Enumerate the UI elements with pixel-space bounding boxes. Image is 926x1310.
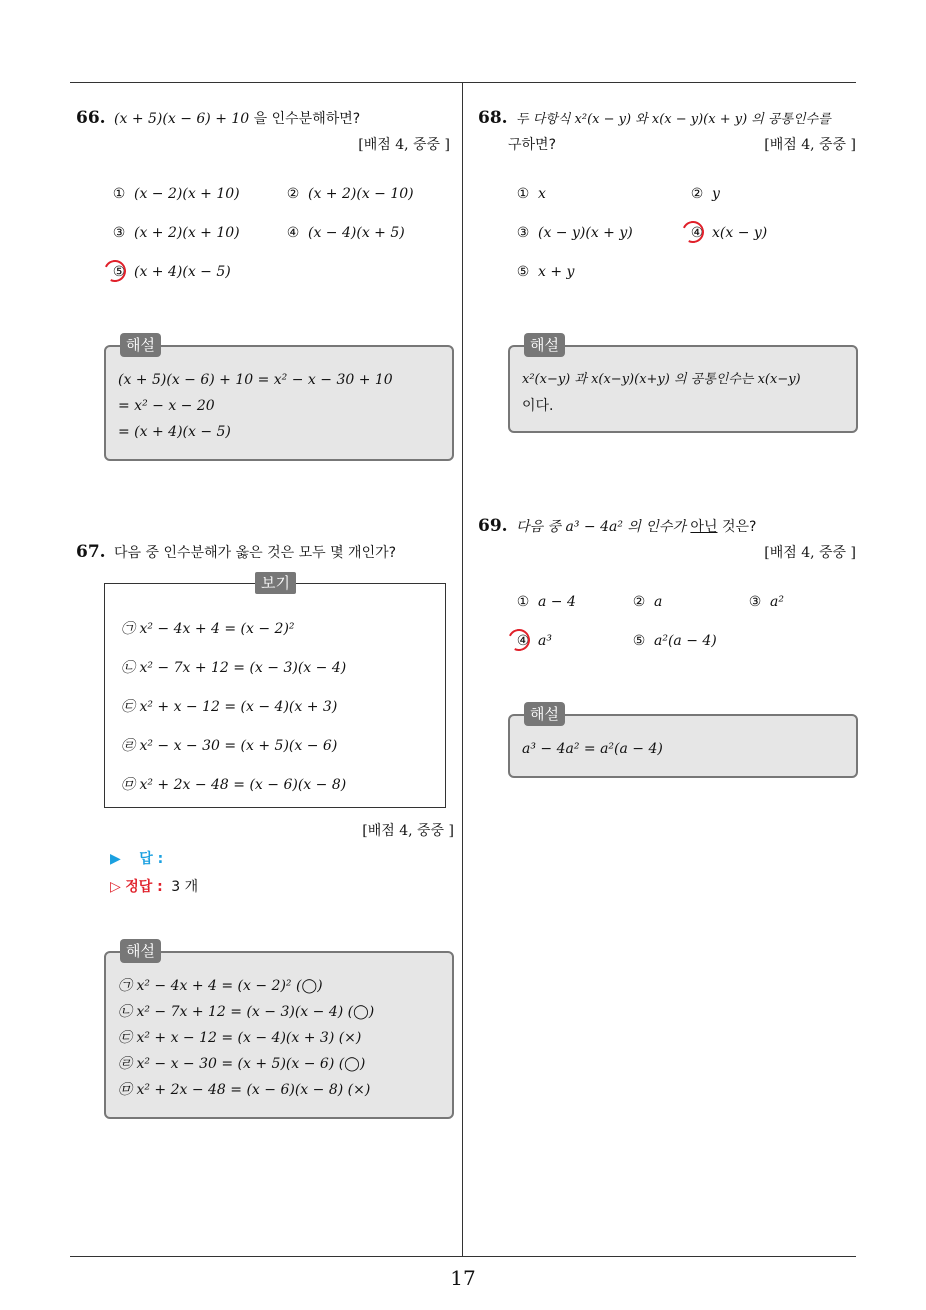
q68-header bbox=[478, 106, 858, 132]
q68-solution-label: 해설 bbox=[524, 333, 565, 357]
q67-bogi-item: ㉣ x² − x − 30 = (x + 5)(x − 6) bbox=[121, 738, 338, 754]
q69-text-underline: 아닌 bbox=[690, 519, 718, 535]
q67-correct-row bbox=[110, 876, 198, 896]
q69-choice-1[interactable]: ① a − 4 bbox=[516, 594, 576, 610]
q69-choice-2[interactable]: ② a bbox=[632, 594, 663, 610]
q67-bogi-label: 보기 bbox=[255, 572, 296, 594]
q67-correct-value: 3 개 bbox=[171, 879, 199, 895]
q69-solution-label: 해설 bbox=[524, 702, 565, 726]
q69-text-post: 것은? bbox=[721, 519, 757, 535]
q67-solution-line: ㉢ x² + x − 12 = (x − 4)(x + 3) (×) bbox=[118, 1030, 362, 1046]
q67-answer-row bbox=[110, 848, 163, 868]
q66-solution-line: (x + 5)(x − 6) + 10 = x² − x − 30 + 10 bbox=[118, 372, 393, 388]
q68-choice-4[interactable]: ④ x(x − y) bbox=[688, 225, 767, 241]
q68-choice-3[interactable]: ③ (x − y)(x + y) bbox=[516, 225, 633, 241]
q67-bogi-item: ㉠ x² − 4x + 4 = (x − 2)² bbox=[121, 621, 295, 637]
q69-number: 69. bbox=[478, 516, 508, 536]
q67-solution-line: ㉣ x² − x − 30 = (x + 5)(x − 6) (◯) bbox=[118, 1056, 366, 1072]
q68-solution-box bbox=[508, 336, 858, 433]
q66-choice-1[interactable]: ① (x − 2)(x + 10) bbox=[112, 186, 240, 202]
answer-mark-icon bbox=[505, 626, 533, 654]
q68-solution-line: x²(x−y) 과 x(x−y)(x+y) 의 공통인수는 x(x−y) bbox=[522, 372, 801, 387]
q69-choice-5[interactable]: ⑤ a²(a − 4) bbox=[632, 633, 717, 649]
q67-solution-label: 해설 bbox=[120, 939, 161, 963]
q69-solution-box bbox=[508, 705, 858, 778]
q67-solution-line: ㉡ x² − 7x + 12 = (x − 3)(x − 4) (◯) bbox=[118, 1004, 375, 1020]
top-rule bbox=[70, 82, 856, 83]
q67-number: 67. bbox=[76, 542, 106, 562]
q68-meta: [배점 4, 중중 ] bbox=[764, 137, 856, 153]
play-outline-icon: ▷ bbox=[110, 879, 121, 895]
q67-solution-line: ㉠ x² − 4x + 4 = (x − 2)² (◯) bbox=[118, 978, 323, 994]
q66-meta: [배점 4, 중중 ] bbox=[358, 137, 450, 153]
play-icon: ▶ bbox=[110, 851, 121, 867]
q68-solution-line: 이다. bbox=[522, 398, 554, 414]
q67-correct-label: 정답 : bbox=[125, 879, 163, 895]
q66-choice-3[interactable]: ③ (x + 2)(x + 10) bbox=[112, 225, 240, 241]
bottom-rule bbox=[70, 1256, 856, 1257]
answer-mark-icon bbox=[101, 257, 129, 285]
q69-text-pre: 다음 중 a³ − 4a² 의 인수가 bbox=[516, 519, 686, 535]
q66-choice-4[interactable]: ④ (x − 4)(x + 5) bbox=[286, 225, 405, 241]
q67-meta: [배점 4, 중중 ] bbox=[362, 823, 454, 839]
column-divider bbox=[462, 82, 463, 1256]
q68-text-line2: 구하면? bbox=[508, 137, 557, 153]
q67-bogi-box bbox=[104, 574, 446, 808]
q68-choice-2[interactable]: ② y bbox=[690, 186, 720, 202]
q66-header bbox=[76, 106, 360, 131]
q67-text: 다음 중 인수분해가 옳은 것은 모두 몇 개인가? bbox=[114, 545, 397, 561]
q69-header bbox=[478, 514, 756, 539]
q67-answer-label: 답 : bbox=[139, 851, 164, 867]
q69-solution-line: a³ − 4a² = a²(a − 4) bbox=[522, 741, 663, 757]
q68-choice-1[interactable]: ① x bbox=[516, 186, 546, 202]
q67-bogi-item: ㉤ x² + 2x − 48 = (x − 6)(x − 8) bbox=[121, 777, 347, 793]
q66-solution-label: 해설 bbox=[120, 333, 161, 357]
q66-text: 을 인수분해하면? bbox=[253, 111, 361, 127]
q67-solution-box bbox=[104, 942, 454, 1119]
q67-header bbox=[76, 540, 396, 565]
q69-choice-3[interactable]: ③ a² bbox=[748, 594, 784, 610]
answer-mark-icon bbox=[679, 218, 707, 246]
q69-meta: [배점 4, 중중 ] bbox=[764, 545, 856, 561]
q66-number: 66. bbox=[76, 108, 106, 128]
q66-expr: (x + 5)(x − 6) + 10 bbox=[114, 111, 250, 127]
q66-solution-box bbox=[104, 336, 454, 461]
q68-choice-5[interactable]: ⑤ x + y bbox=[516, 264, 575, 280]
q68-text-line1: 두 다항식 x²(x − y) 와 x(x − y)(x + y) 의 공통인수를 bbox=[516, 112, 831, 127]
q66-solution-line: = x² − x − 20 bbox=[118, 398, 215, 414]
q66-choice-5[interactable]: ⑤ (x + 4)(x − 5) bbox=[110, 264, 231, 280]
q67-bogi-item: ㉢ x² + x − 12 = (x − 4)(x + 3) bbox=[121, 699, 338, 715]
q67-solution-line: ㉤ x² + 2x − 48 = (x − 6)(x − 8) (×) bbox=[118, 1082, 371, 1098]
q66-solution-line: = (x + 4)(x − 5) bbox=[118, 424, 231, 440]
q69-choice-4[interactable]: ④ a³ bbox=[514, 633, 552, 649]
q68-number: 68. bbox=[478, 108, 508, 128]
page-number: 17 bbox=[450, 1266, 476, 1290]
q66-choice-2[interactable]: ② (x + 2)(x − 10) bbox=[286, 186, 414, 202]
q67-bogi-item: ㉡ x² − 7x + 12 = (x − 3)(x − 4) bbox=[121, 660, 347, 676]
